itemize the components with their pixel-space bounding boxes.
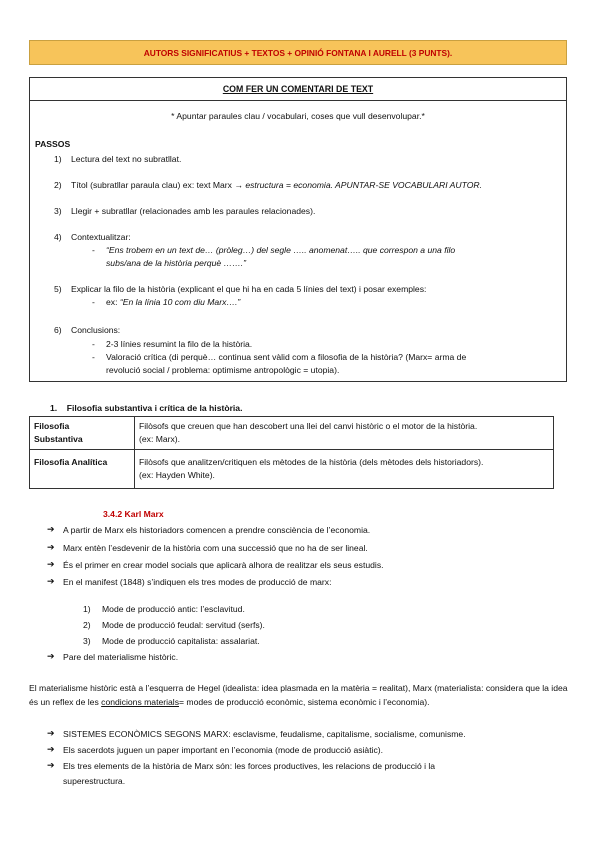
step-number: 1) xyxy=(54,154,62,164)
list-item: És el primer en crear model socials que aplicarà alhora de realitzar els seus estudis. xyxy=(63,560,384,570)
mode-item: Mode de producció antic: l’esclavitud. xyxy=(102,604,245,614)
list-item: Els sacerdots juguen un paper important en l’economia (mode de producció asiàtic). xyxy=(63,745,384,755)
karl-marx-heading: 3.4.2 Karl Marx xyxy=(103,509,164,519)
table-key: Filosofia Substantiva xyxy=(30,417,135,450)
step-number: 5) xyxy=(54,284,62,294)
bullet-dash: - xyxy=(92,297,95,307)
step-number: 2) xyxy=(54,180,62,190)
table-row xyxy=(30,450,554,489)
arrow-bullet-icon: ➔ xyxy=(47,576,55,586)
step-subtext: ex: “En la línia 10 com diu Marx….” xyxy=(106,297,241,307)
mode-item: Mode de producció feudal: servitud (serfs). xyxy=(102,620,265,630)
mode-item: Mode de producció capitalista: assalariat. xyxy=(102,636,260,646)
bullet-dash: - xyxy=(92,245,95,255)
step-number: 4) xyxy=(54,232,62,242)
table-key: Filosofia Analítica xyxy=(30,450,135,489)
mode-number: 1) xyxy=(83,604,91,614)
passos-label: PASSOS xyxy=(35,139,71,149)
mode-number: 3) xyxy=(83,636,91,646)
step-number: 6) xyxy=(54,325,62,335)
bullet-dash: - xyxy=(92,339,95,349)
table-value: Filòsofs que creuen que han descobert una llei del canvi històric o el motor de la història. (ex: Marx). xyxy=(135,417,554,450)
guide-note: * Apuntar paraules clau / vocabulari, coses que vull desenvolupar.* xyxy=(171,111,425,121)
step-subtext: revolució social / problema: optimisme antropològic = utopia). xyxy=(106,365,340,375)
arrow-bullet-icon: ➔ xyxy=(47,542,55,552)
arrow-bullet-icon: ➔ xyxy=(47,559,55,569)
step-text: Contextualitzar: xyxy=(71,232,131,242)
step-subtext: Valoració crítica (di perquè… continua sent vàlid com a filosofia de la història? (Marx= arma de xyxy=(106,352,467,362)
step-subtext: “Ens trobem en un text de… (pròleg…) del segle ….. anomenat….. que correspon a una filo xyxy=(106,245,456,255)
list-item: En el manifest (1848) s’indiquen els tres modes de producció de marx: xyxy=(63,577,332,587)
arrow-bullet-icon: ➔ xyxy=(47,651,55,661)
section-heading: 1. Filosofia substantiva i crítica de la història. xyxy=(50,403,243,413)
list-item: A partir de Marx els historiadors comencen a prendre consciència de l’economia. xyxy=(63,525,371,535)
list-item: SISTEMES ECONÒMICS SEGONS MARX: esclavisme, feudalisme, capitalisme, socialisme, comunisme. xyxy=(63,729,466,739)
table-value: Filòsofs que analitzen/critiquen els mètodes de la història (dels mètodes dels historiadors). (ex: Hayden White). xyxy=(135,450,554,489)
arrow-bullet-icon: ➔ xyxy=(47,744,55,754)
guide-title: COM FER UN COMENTARI DE TEXT xyxy=(30,78,566,101)
header-banner: AUTORS SIGNIFICATIUS + TEXTOS + OPINIÓ FONTANA I AURELL (3 PUNTS). xyxy=(29,40,567,65)
list-item: Marx entèn l’esdevenir de la història com una successió que no ha de ser lineal. xyxy=(63,543,368,553)
materialism-paragraph: El materialisme històric està a l’esquerra de Hegel (idealista: idea plasmada en la matèria = realitat), Marx (materialista: considera que la idea és un reflex de les condicions materials= modes de producció econòmic, sistema econòmic i l’economia). xyxy=(29,683,568,707)
definitions-table xyxy=(29,416,554,489)
list-item: Els tres elements de la història de Marx són: les forces productives, les relacions de producció i la xyxy=(63,761,436,771)
arrow-bullet-icon: ➔ xyxy=(47,760,55,770)
list-item: Pare del materialisme històric. xyxy=(63,652,179,662)
mode-number: 2) xyxy=(83,620,91,630)
step-subtext: 2-3 línies resumint la filo de la història. xyxy=(106,339,253,349)
comment-guide-box xyxy=(29,77,567,382)
step-text: Explicar la filo de la història (explicant el que hi ha en cada 5 línies del text) i posar exemples: xyxy=(71,284,427,294)
arrow-bullet-icon: ➔ xyxy=(47,524,55,534)
step-text: Llegir + subratllar (relacionades amb les paraules relacionades). xyxy=(71,206,316,216)
step-text: Títol (subratllar paraula clau) ex: text Marx → estructura = economia. APUNTAR-SE VOCABULARI AUTOR. xyxy=(71,180,482,190)
step-number: 3) xyxy=(54,206,62,216)
list-item: superestructura. xyxy=(63,776,126,786)
step-text: Lectura del text no subratllat. xyxy=(71,154,182,164)
table-row xyxy=(30,417,554,450)
step-text: Conclusions: xyxy=(71,325,121,335)
bullet-dash: - xyxy=(92,352,95,362)
step-subtext: subs/ana de la història perquè …….” xyxy=(106,258,246,268)
arrow-bullet-icon: ➔ xyxy=(47,728,55,738)
